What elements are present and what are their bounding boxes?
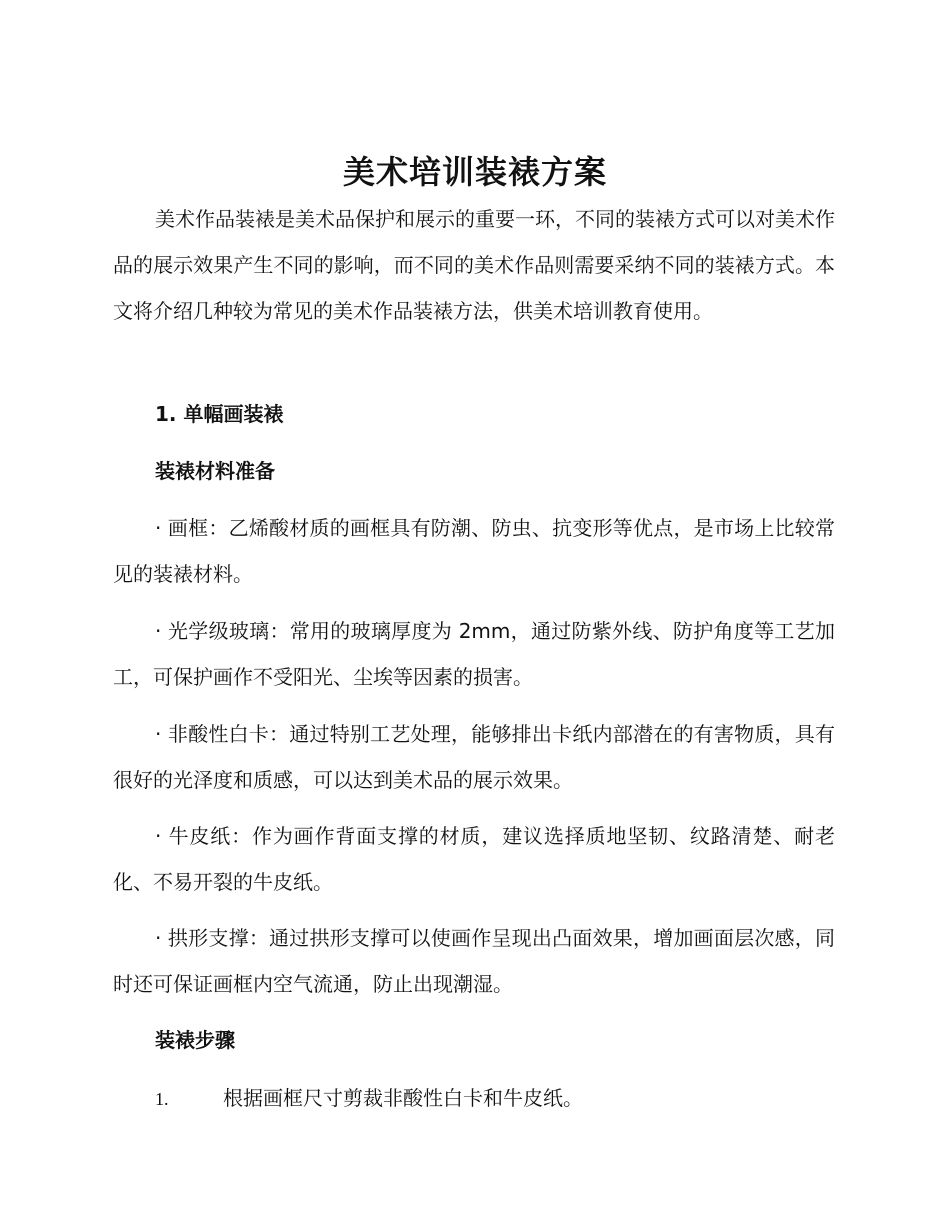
step-number: 1. — [155, 1089, 169, 1109]
material-item-acid-free-card: · 非酸性白卡：通过特别工艺处理，能够排出卡纸内部潜在的有害物质，具有很好的光泽度和质感，可以达到美术品的展示效果。 — [113, 722, 835, 792]
material-item-frame: · 画框：乙烯酸材质的画框具有防潮、防虫、抗变形等优点，是市场上比较常见的装裱材料。 — [113, 516, 835, 586]
step-text: 根据画框尺寸剪裁非酸性白卡和牛皮纸。 — [223, 1086, 583, 1110]
material-item-kraft-paper: · 牛皮纸：作为画作背面支撑的材质，建议选择质地坚韧、纹路清楚、耐老化、不易开裂的牛皮纸。 — [113, 824, 835, 894]
document-title: 美术培训装裱方案 — [342, 153, 607, 191]
material-item-glass: · 光学级玻璃：常用的玻璃厚度为 2mm，通过防紫外线、防护角度等工艺加工，可保护画作不受阳光、尘埃等因素的损害。 — [113, 619, 835, 689]
step-item — [155, 1083, 583, 1114]
section-heading-single-painting: 1. 单幅画装裱 — [155, 402, 284, 426]
subheading-steps: 装裱步骤 — [155, 1028, 235, 1052]
intro-paragraph: 美术作品装裱是美术品保护和展示的重要一环，不同的装裱方式可以对美术作品的展示效果产生不同的影响，而不同的美术作品则需要采纳不同的装裱方式。本文将介绍几种较为常见的美术作品装裱方法，供美术培训教育使用。 — [113, 207, 835, 323]
subheading-materials: 装裱材料准备 — [155, 459, 275, 483]
material-item-arch-support: · 拱形支撑：通过拱形支撑可以使画作呈现出凸面效果，增加画面层次感，同时还可保证画框内空气流通，防止出现潮湿。 — [113, 926, 835, 996]
